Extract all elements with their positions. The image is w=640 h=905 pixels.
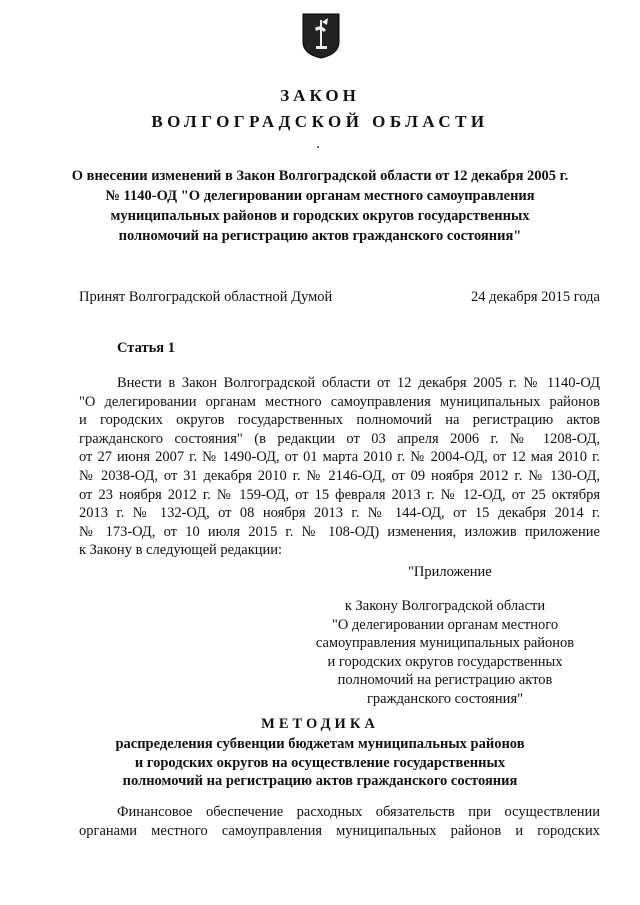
methodology-line: полномочий на регистрацию актов гражданского состояния [122, 773, 518, 790]
paragraph-line: № 173-ОД, от 10 июля 2015 г. № 108-ОД) изменения, изложив приложение [79, 523, 600, 540]
paragraph-line: 2013 г. № 132-ОД, от 08 ноября 2013 г. № 144-ОД, от 15 декабря 2014 г. [79, 505, 600, 522]
article-heading: Статья 1 [117, 340, 175, 356]
paragraph-line: к Закону в следующей редакции: [79, 542, 283, 559]
decorative-dot [317, 146, 319, 148]
paragraph-line: Финансовое обеспечение расходных обязательств при осуществлении [117, 804, 600, 820]
subtitle-line: муниципальных районов и городских округов государственных [110, 208, 530, 224]
methodology-subtitle [80, 735, 560, 791]
paragraph-line: и городских округов государственных полномочий на регистрацию актов [79, 412, 600, 429]
law-region-title: ВОЛГОГРАДСКОЙ ОБЛАСТИ [151, 112, 489, 131]
appendix-line: "О делегировании органам местного [331, 616, 559, 633]
paragraph-line: Внести в Закон Волгоградской области от 12 декабря 2005 г. № 1140-ОД [117, 375, 600, 391]
paragraph-line: гражданского состояния" (в редакции от 03 апреля 2006 г. № 1208-ОД, [79, 430, 600, 447]
paragraph-line: "О делегировании органам местного самоуправления муниципальных районов [79, 393, 600, 410]
adoption-date: 24 декабря 2015 года [471, 289, 600, 305]
appendix-line: к Закону Волгоградской области [344, 598, 546, 614]
appendix-heading: "Приложение [408, 564, 492, 580]
adoption-body: Принят Волгоградской областной Думой [79, 289, 333, 305]
methodology-line: и городских округов на осуществление государственных [134, 754, 506, 771]
paragraph-line: органами местного самоуправления муниципальных районов и городских [79, 822, 600, 839]
appendix-reference [300, 597, 590, 709]
coat-of-arms-icon [301, 12, 341, 60]
methodology-line: распределения субвенции бюджетам муниципальных районов [115, 736, 525, 752]
appendix-line: полномочий на регистрацию актов [337, 672, 553, 689]
law-title: ЗАКОН [280, 86, 360, 105]
appendix-line: самоуправления муниципальных районов [315, 635, 575, 652]
appendix-line: гражданского состояния" [366, 690, 524, 707]
appendix-line: и городских округов государственных [327, 653, 563, 670]
financing-paragraph [79, 803, 600, 840]
methodology-title: МЕТОДИКА [261, 716, 379, 732]
subtitle-line: О внесении изменений в Закон Волгоградской области от 12 декабря 2005 г. [71, 168, 569, 184]
paragraph-line: № 2038-ОД, от 31 декабря 2010 г. № 2146-ОД, от 09 ноября 2012 г. № 130-ОД, [79, 467, 600, 484]
subtitle-line: полномочий на регистрацию актов гражданского состояния" [118, 228, 522, 244]
subtitle-line: № 1140-ОД "О делегировании органам местного самоуправления [105, 188, 535, 204]
law-subtitle [60, 166, 580, 246]
paragraph-line: от 23 ноября 2012 г. № 159-ОД, от 15 февраля 2013 г. № 12-ОД, от 25 октября [79, 486, 600, 503]
article-paragraph [79, 374, 600, 560]
paragraph-line: от 27 июня 2007 г. № 1490-ОД, от 01 марта 2010 г. № 2004-ОД, от 12 мая 2010 г. [79, 449, 600, 466]
